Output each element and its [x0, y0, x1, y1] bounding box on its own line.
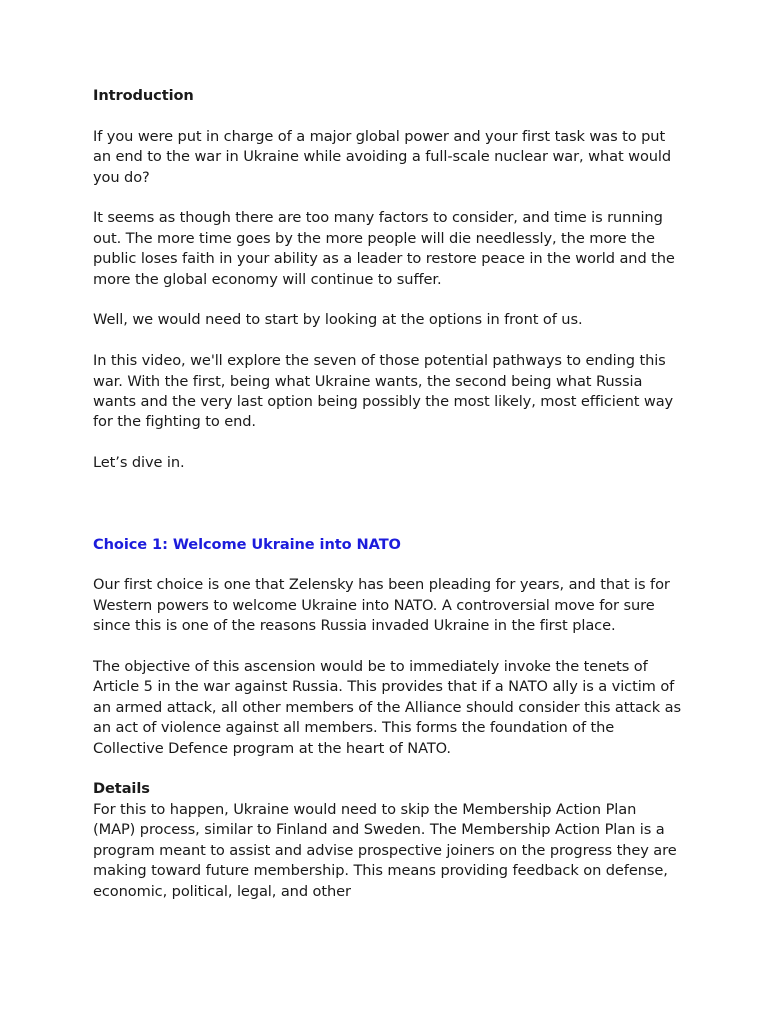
- intro-paragraph-1: If you were put in charge of a major global power and your first task was to put an end to the war in Ukraine while avoiding a full-scale nuclear war, what would you do?: [93, 127, 672, 186]
- intro-paragraph-2: It seems as though there are too many factors to consider, and time is running out. The more time goes by the more people will die needlessly, the more the public loses faith in your ability as a leader to restore peace in the world and the more the global economy will continue to suffer.: [93, 209, 675, 288]
- choice-1-paragraph-1: Our first choice is one that Zelensky has been pleading for years, and that is for Western powers to welcome Ukraine into NATO. A controversial move for sure since this is one of the reasons Russia invaded Ukraine in the first place.: [93, 576, 670, 635]
- intro-paragraph-4: In this video, we'll explore the seven of those potential pathways to ending this war. With the first, being what Ukraine wants, the second being what Russia wants and the very last option being possibly the most likely, most efficient way for the fighting to end.: [93, 352, 674, 431]
- intro-paragraph-5: Let’s dive in.: [93, 454, 185, 472]
- choice-1-paragraph-2: The objective of this ascension would be to immediately invoke the tenets of Article 5 in the war against Russia. This provides that if a NATO ally is a victim of an armed attack, all other members of the Alliance should consider this attack as an act of violence against all members. This forms the foundation of the Collective Defence program at the heart of NATO.: [93, 658, 681, 757]
- intro-paragraph-3: Well, we would need to start by looking at the options in front of us.: [93, 311, 583, 329]
- intro-heading: Introduction: [93, 87, 194, 104]
- details-heading: Details: [93, 780, 150, 798]
- choice-1-heading: Choice 1: Welcome Ukraine into NATO: [93, 535, 401, 553]
- document-body: [93, 86, 683, 902]
- details-paragraph: For this to happen, Ukraine would need to skip the Membership Action Plan (MAP) process, similar to Finland and Sweden. The Membership Action Plan is a program meant to assist and advise prospective joiners on the progress they are making toward future membership. This means providing feedback on defense, economic, political, legal, and other: [93, 800, 677, 900]
